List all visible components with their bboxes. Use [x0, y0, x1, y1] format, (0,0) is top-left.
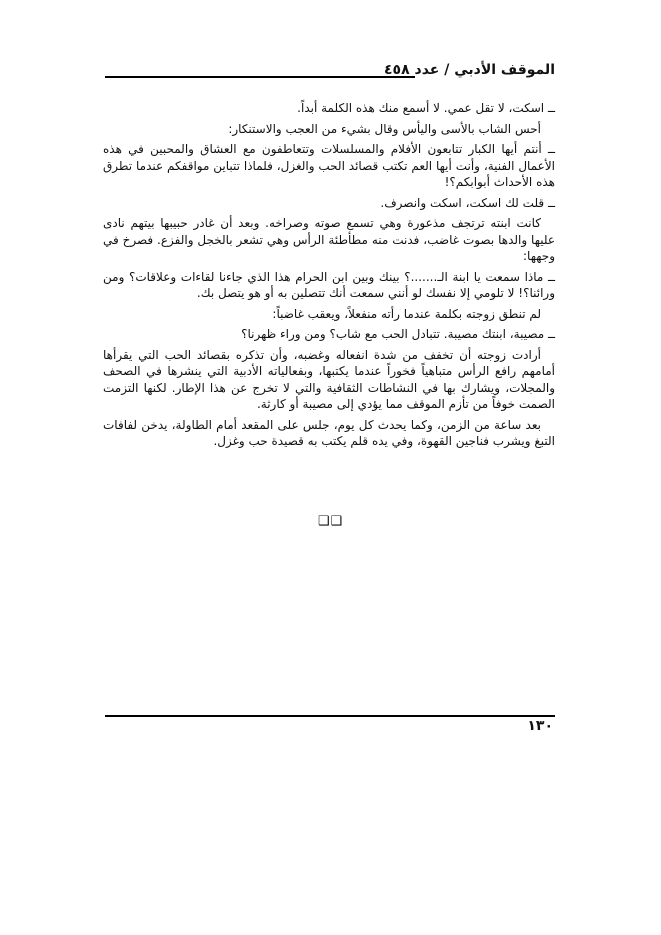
paragraph: ــ أنتم أيها الكبار تتابعون الأفلام والمسلسلات وتتعاطفون مع العشاق والمحبين في هذه الأعمال الفنية، وأنت أيها العم تكتب قصائد الحب والغزل، فلماذا تتباين مواقفكم عندما تطرق هذه الأحداث أبوابكم؟! [103, 142, 555, 189]
running-header [105, 62, 555, 84]
paragraph: كانت ابنته ترتجف مذعورة وهي تسمع صوته وصراخه. وبعد أن غادر حبيبها بيتهم نادى عليها والدها بصوت غاضب، فدنت منه مطأطئة الرأس وهي تشعر بالخجل والفزع. فصرخ في وجهها: [103, 216, 555, 263]
paragraph: ــ قلت لك اسكت، اسكت وانصرف. [380, 195, 555, 210]
footer-rule [105, 715, 555, 717]
journal-title: الموقف الأدبي / عدد ٤٥٨ [384, 62, 555, 78]
header-rule [105, 76, 415, 78]
paragraph: بعد ساعة من الزمن، وكما يحدث كل يوم، جلس على المقعد أمام الطاولة، يدخن لفافات التبغ ويشرب فناجين القهوة، وفي يده قلم يكتب به قصيدة حب وغزل. [103, 417, 555, 448]
page-number: ١٣٠ [527, 718, 553, 734]
paragraph: أرادت زوجته أن تخفف من شدة انفعاله وغضبه، وأن تذكره بقصائد الحب التي يقرأها أمامهم رافع الرأس متباهياً فخوراً عندما يكتبها، وبفعالياته الأدبية التي ينشرها في الصحف والمجلات، ويشارك بها في النشاطات الثقافية والتي لا تخرج عن هذا الإطار. لكنها التزمت الصمت خوفاً من تأزم الموقف مما يؤدي إلى مصيبة أو كارثة. [103, 347, 555, 411]
paragraph: ــ ماذا سمعت يا ابنة الـ.......؟ بينك وبين ابن الحرام هذا الذي جاءنا لقاءات وعلاقات؟ ومن ورائنا؟! لا تلومي إلا نفسك لو أنني سمعت أنك تتصلين به أو هو يتصل بك. [103, 269, 555, 300]
paragraph: ــ اسكت، لا تقل عمي. لا أسمع منك هذه الكلمة أبداً. [297, 101, 555, 115]
paragraph: أحس الشاب بالأسى واليأس وقال بشيء من العجب والاستنكار: [228, 121, 541, 136]
paragraph: ــ مصيبة، ابنتك مصيبة. تتبادل الحب مع شاب؟ ومن وراء ظهرنا؟ [241, 327, 555, 341]
article-body [103, 100, 555, 454]
end-ornament: ❑❑ [317, 514, 344, 529]
paragraph: لم تنطق زوجته بكلمة عندما رأته منفعلاً، ويعقب غاضباً: [272, 306, 541, 321]
